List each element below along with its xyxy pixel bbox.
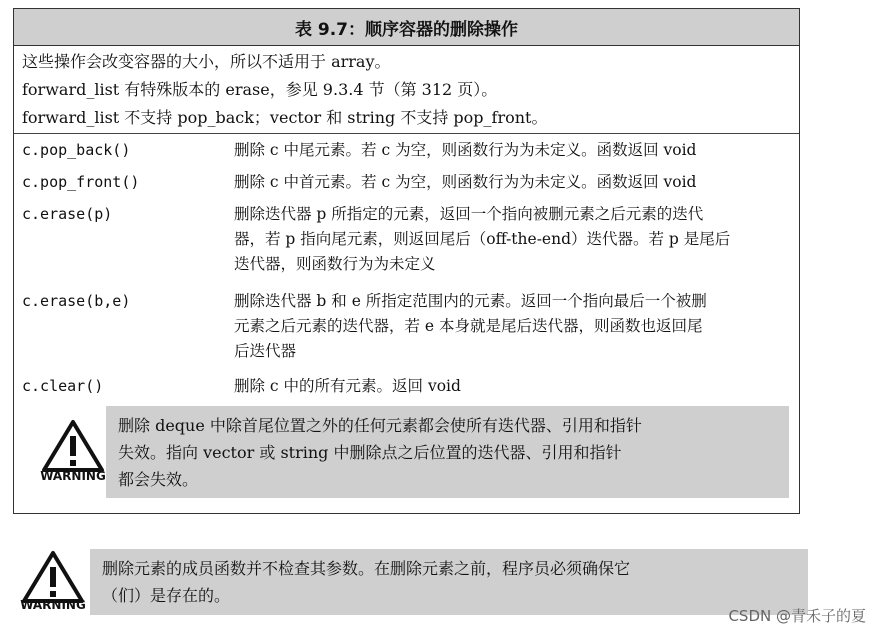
desc-pop-back (234, 138, 789, 163)
desc-erase-p (234, 202, 789, 277)
warning-line: （们）是存在的。 (102, 586, 231, 605)
warning-line: 删除元素的成员函数并不检查其参数。在删除元素之前，程序员必须确保它 (102, 559, 631, 578)
bottom-warning-text-box (90, 549, 808, 615)
op-erase-range: c.erase(b,e) (22, 292, 131, 310)
op-erase-p: c.erase(p) (22, 205, 113, 223)
warning-line: 删除 deque 中除首尾位置之外的任何元素都会使所有迭代器、引用和指针 (118, 416, 642, 435)
desc-line: 删除迭代器 p 所指定的元素，返回一个指向被删元素之后元素的迭代 (234, 205, 704, 223)
desc-line: 删除迭代器 b 和 e 所指定范围内的元素。返回一个指向最后一个被删 (234, 292, 707, 310)
warning-text-box (106, 406, 789, 498)
desc-line: 删除 c 中尾元素。若 c 为空，则函数行为为未定义。函数返回 void (234, 141, 697, 159)
intro-line-2: forward_list 有特殊版本的 erase，参见 9.3.4 节（第 312 页）。 (22, 80, 498, 99)
bottom-warning-label: WARNING (20, 598, 86, 612)
desc-erase-range (234, 289, 789, 364)
warning-line: 都会失效。 (118, 470, 199, 489)
intro-line-1: 这些操作会改变容器的大小，所以不适用于 array。 (22, 52, 391, 71)
desc-line: 后迭代器 (234, 342, 297, 360)
table-box (13, 8, 800, 514)
op-clear: c.clear() (22, 377, 104, 395)
warning-label: WARNING (40, 469, 106, 483)
desc-line: 迭代器，则函数行为为未定义 (234, 255, 436, 273)
desc-line: 元素之后元素的迭代器，若 e 本身就是尾后迭代器，则函数也返回尾 (234, 317, 703, 335)
intro-line-3: forward_list 不支持 pop_back；vector 和 string 不支持 pop_front。 (22, 108, 548, 127)
op-pop-front: c.pop_front() (22, 173, 140, 191)
desc-pop-front (234, 170, 789, 195)
desc-clear (234, 374, 789, 399)
op-pop-back: c.pop_back() (22, 141, 131, 159)
csdn-watermark: CSDN @青禾子的夏 (728, 607, 866, 625)
table-separator (14, 133, 799, 134)
desc-line: 器，若 p 指向尾元素，则返回尾后（off-the-end）迭代器。若 p 是尾后 (234, 230, 731, 248)
table-title: 表 9.7：顺序容器的删除操作 (14, 9, 799, 46)
desc-line: 删除 c 中首元素。若 c 为空，则函数行为为未定义。函数返回 void (234, 173, 697, 191)
desc-line: 删除 c 中的所有元素。返回 void (234, 377, 461, 395)
warning-line: 失效。指向 vector 或 string 中删除点之后位置的迭代器、引用和指针 (118, 443, 622, 462)
